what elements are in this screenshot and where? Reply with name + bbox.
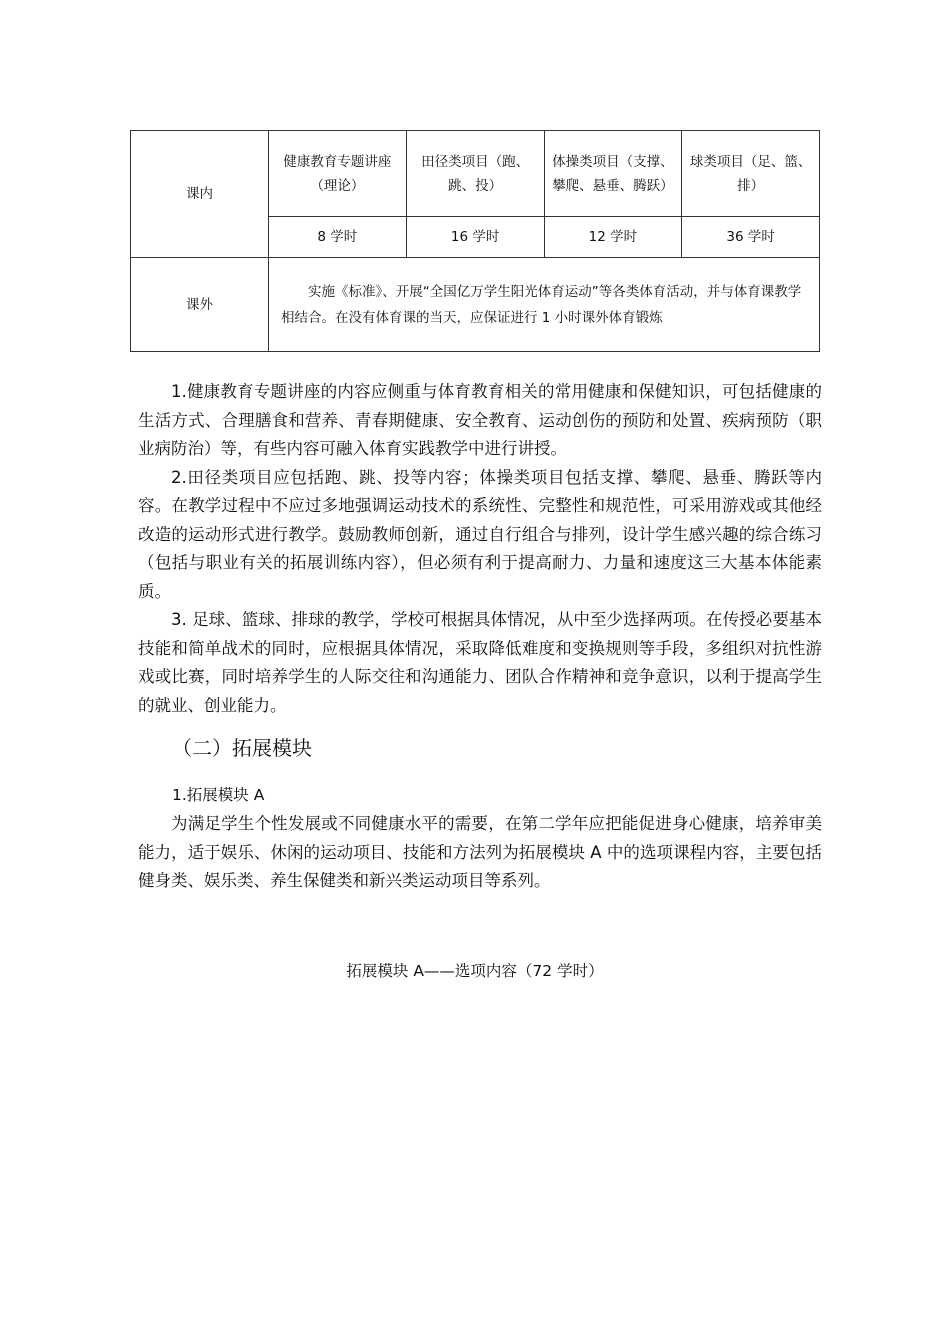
hours-gymnastics: 12 学时 xyxy=(544,217,682,258)
section-heading: （二）拓展模块 xyxy=(172,736,312,760)
header-ball-games: 球类项目（足、篮、排） xyxy=(682,131,820,217)
hours-ball-games: 36 学时 xyxy=(682,217,820,258)
header-gymnastics: 体操类项目（支撑、攀爬、悬垂、腾跃） xyxy=(544,131,682,217)
hours-track-field: 16 学时 xyxy=(406,217,544,258)
header-track-field: 田径类项目（跑、跳、投） xyxy=(406,131,544,217)
table-caption: 拓展模块 A——选项内容（72 学时） xyxy=(346,962,604,980)
course-hours-table xyxy=(130,130,820,352)
module-a-paragraph: 为满足学生个性发展或不同健康水平的需要，在第二学年应把能促进身心健康，培养审美能力，适于娱乐、休闲的运动项目、技能和方法列为拓展模块 A 中的选项课程内容，主要包括健身类、娱乐类、养生保健类和新兴类运动项目等系列。 xyxy=(138,814,822,890)
extracurricular-label: 课外 xyxy=(131,258,269,352)
extracurricular-description: 实施《标准》、开展“全国亿万学生阳光体育运动”等各类体育活动，并与体育课教学相结合。在没有体育课的当天，应保证进行 1 小时课外体育锻炼 xyxy=(269,258,820,352)
in-class-label: 课内 xyxy=(131,131,269,258)
header-health-lecture: 健康教育专题讲座（理论） xyxy=(269,131,407,217)
note-paragraph-3: 3. 足球、篮球、排球的教学，学校可根据具体情况，从中至少选择两项。在传授必要基本技能和简单战术的同时，应根据具体情况，采取降低难度和变换规则等手段，多组织对抗性游戏或比赛，同时培养学生的人际交往和沟通能力、团队合作精神和竞争意识，以利于提高学生的就业、创业能力。 xyxy=(138,610,822,715)
hours-health-lecture: 8 学时 xyxy=(269,217,407,258)
note-paragraph-1: 1.健康教育专题讲座的内容应侧重与体育教育相关的常用健康和保健知识，可包括健康的生活方式、合理膳食和营养、青春期健康、安全教育、运动创伤的预防和处置、疾病预防（职业病防治）等，有些内容可融入体育实践教学中进行讲授。 xyxy=(138,382,822,458)
note-paragraph-2: 2.田径类项目应包括跑、跳、投等内容；体操类项目包括支撑、攀爬、悬垂、腾跃等内容。在教学过程中不应过多地强调运动技术的系统性、完整性和规范性，可采用游戏或其他经改造的运动形式进行教学。鼓励教师创新，通过自行组合与排列，设计学生感兴趣的综合练习（包括与职业有关的拓展训练内容），但必须有利于提高耐力、力量和速度这三大基本体能素质。 xyxy=(138,467,822,601)
module-a-description xyxy=(138,810,822,896)
sub-heading: 1.拓展模块 A xyxy=(172,786,265,804)
basic-module-notes xyxy=(138,378,822,720)
